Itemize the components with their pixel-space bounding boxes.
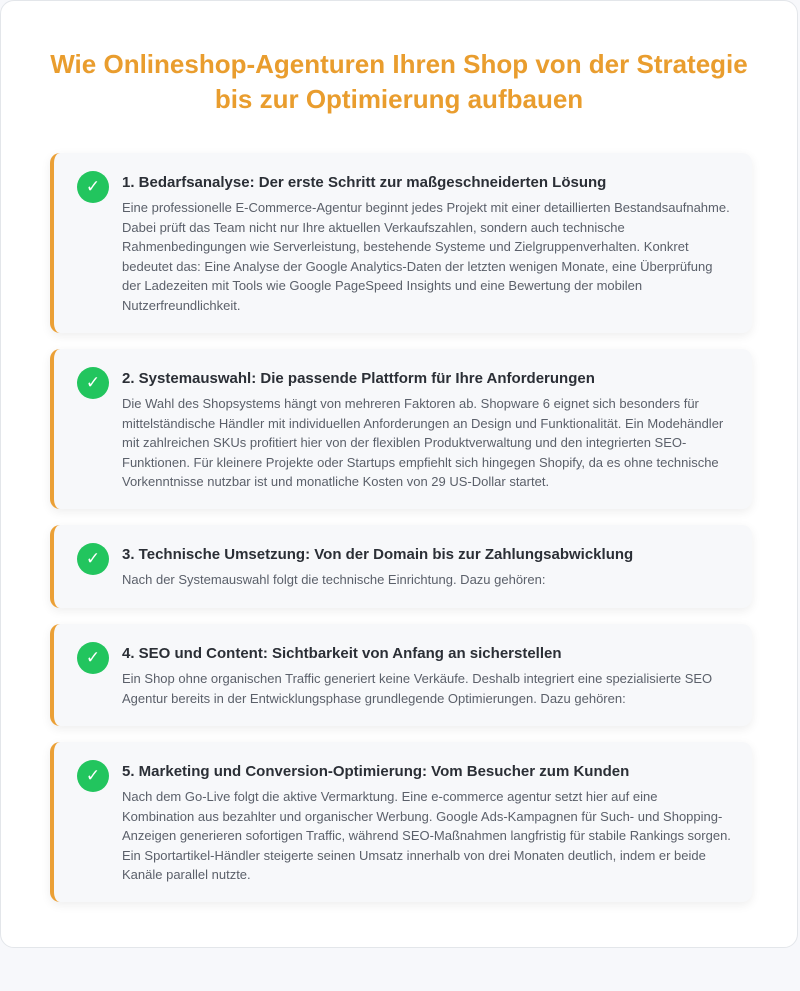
step-text: Eine professionelle E-Commerce-Agentur beginnt jedes Projekt mit einer detaillierten Bestandsaufnahme. Dabei prüft das Team nicht nur Ihre aktuellen Verkaufszahlen, sondern auch technische Rahmenbedingungen wie Serverleistung, bestehende Systeme und Zielgruppenverhalten. Konkret bedeutet das: Eine Analyse der Google Analytics-Daten der letzten wenigen Monate, eine Überprüfung der Ladezeiten mit Tools wie Google PageSpeed Insights und eine Bewertung der mobilen Nutzerfreundlichkeit. — [122, 200, 730, 313]
step-text: Nach dem Go-Live folgt die aktive Vermarktung. Eine e-commerce agentur setzt hier auf eine Kombination aus bezahlter und organischer Werbung. Google Ads-Kampagnen für Such- und Shopping-Anzeigen generieren sofortigen Traffic, während SEO-Maßnahmen langfristig für stabile Rankings sorgen. Ein Sportartikel-Händler steigerte seinen Umsatz innerhalb von drei Monaten deutlich, indem er beide Kanäle parallel nutzte. — [122, 789, 731, 883]
step-card-2 — [50, 349, 752, 509]
page-title: Wie Onlineshop-Agenturen Ihren Shop von der Strategie bis zur Optimierung aufbauen — [50, 49, 748, 114]
step-card-3 — [50, 525, 752, 608]
step-title: 3. Technische Umsetzung: Von der Domain bis zur Zahlungsabwicklung — [122, 546, 634, 563]
step-text: Die Wahl des Shopsystems hängt von mehreren Faktoren ab. Shopware 6 eignet sich besonders für mittelständische Händler mit individuellen Anforderungen an Design und Funktionalität. Ein Modehändler mit zahlreichen SKUs profitiert hier von der flexiblen Produktverwaltung und den integrierten SEO-Funktionen. Für kleinere Projekte oder Startups empfiehlt sich hingegen Shopify, da es ohne technische Vorkenntnisse nutzbar ist und monatliche Kosten von 29 US-Dollar startet. — [122, 396, 724, 490]
step-card-1 — [50, 153, 752, 333]
step-text: Ein Shop ohne organischen Traffic generiert keine Verkäufe. Deshalb integriert eine spezialisierte SEO Agentur bereits in der Entwicklungsphase grundlegende Optimierungen. Dazu gehören: — [122, 671, 713, 706]
check-icon: ✓ — [77, 760, 109, 792]
check-icon: ✓ — [77, 543, 109, 575]
check-icon: ✓ — [77, 642, 109, 674]
check-icon: ✓ — [77, 171, 109, 203]
check-icon: ✓ — [77, 367, 109, 399]
step-title: 4. SEO und Content: Sichtbarkeit von Anfang an sicherstellen — [122, 645, 562, 662]
step-title: 5. Marketing und Conversion-Optimierung: Vom Besucher zum Kunden — [122, 763, 630, 780]
step-title: 1. Bedarfsanalyse: Der erste Schritt zur maßgeschneiderten Lösung — [122, 174, 607, 191]
step-text: Nach der Systemauswahl folgt die technische Einrichtung. Dazu gehören: — [122, 572, 546, 587]
step-card-5 — [50, 742, 752, 902]
step-title: 2. Systemauswahl: Die passende Plattform für Ihre Anforderungen — [122, 370, 595, 387]
step-card-4 — [50, 624, 752, 726]
